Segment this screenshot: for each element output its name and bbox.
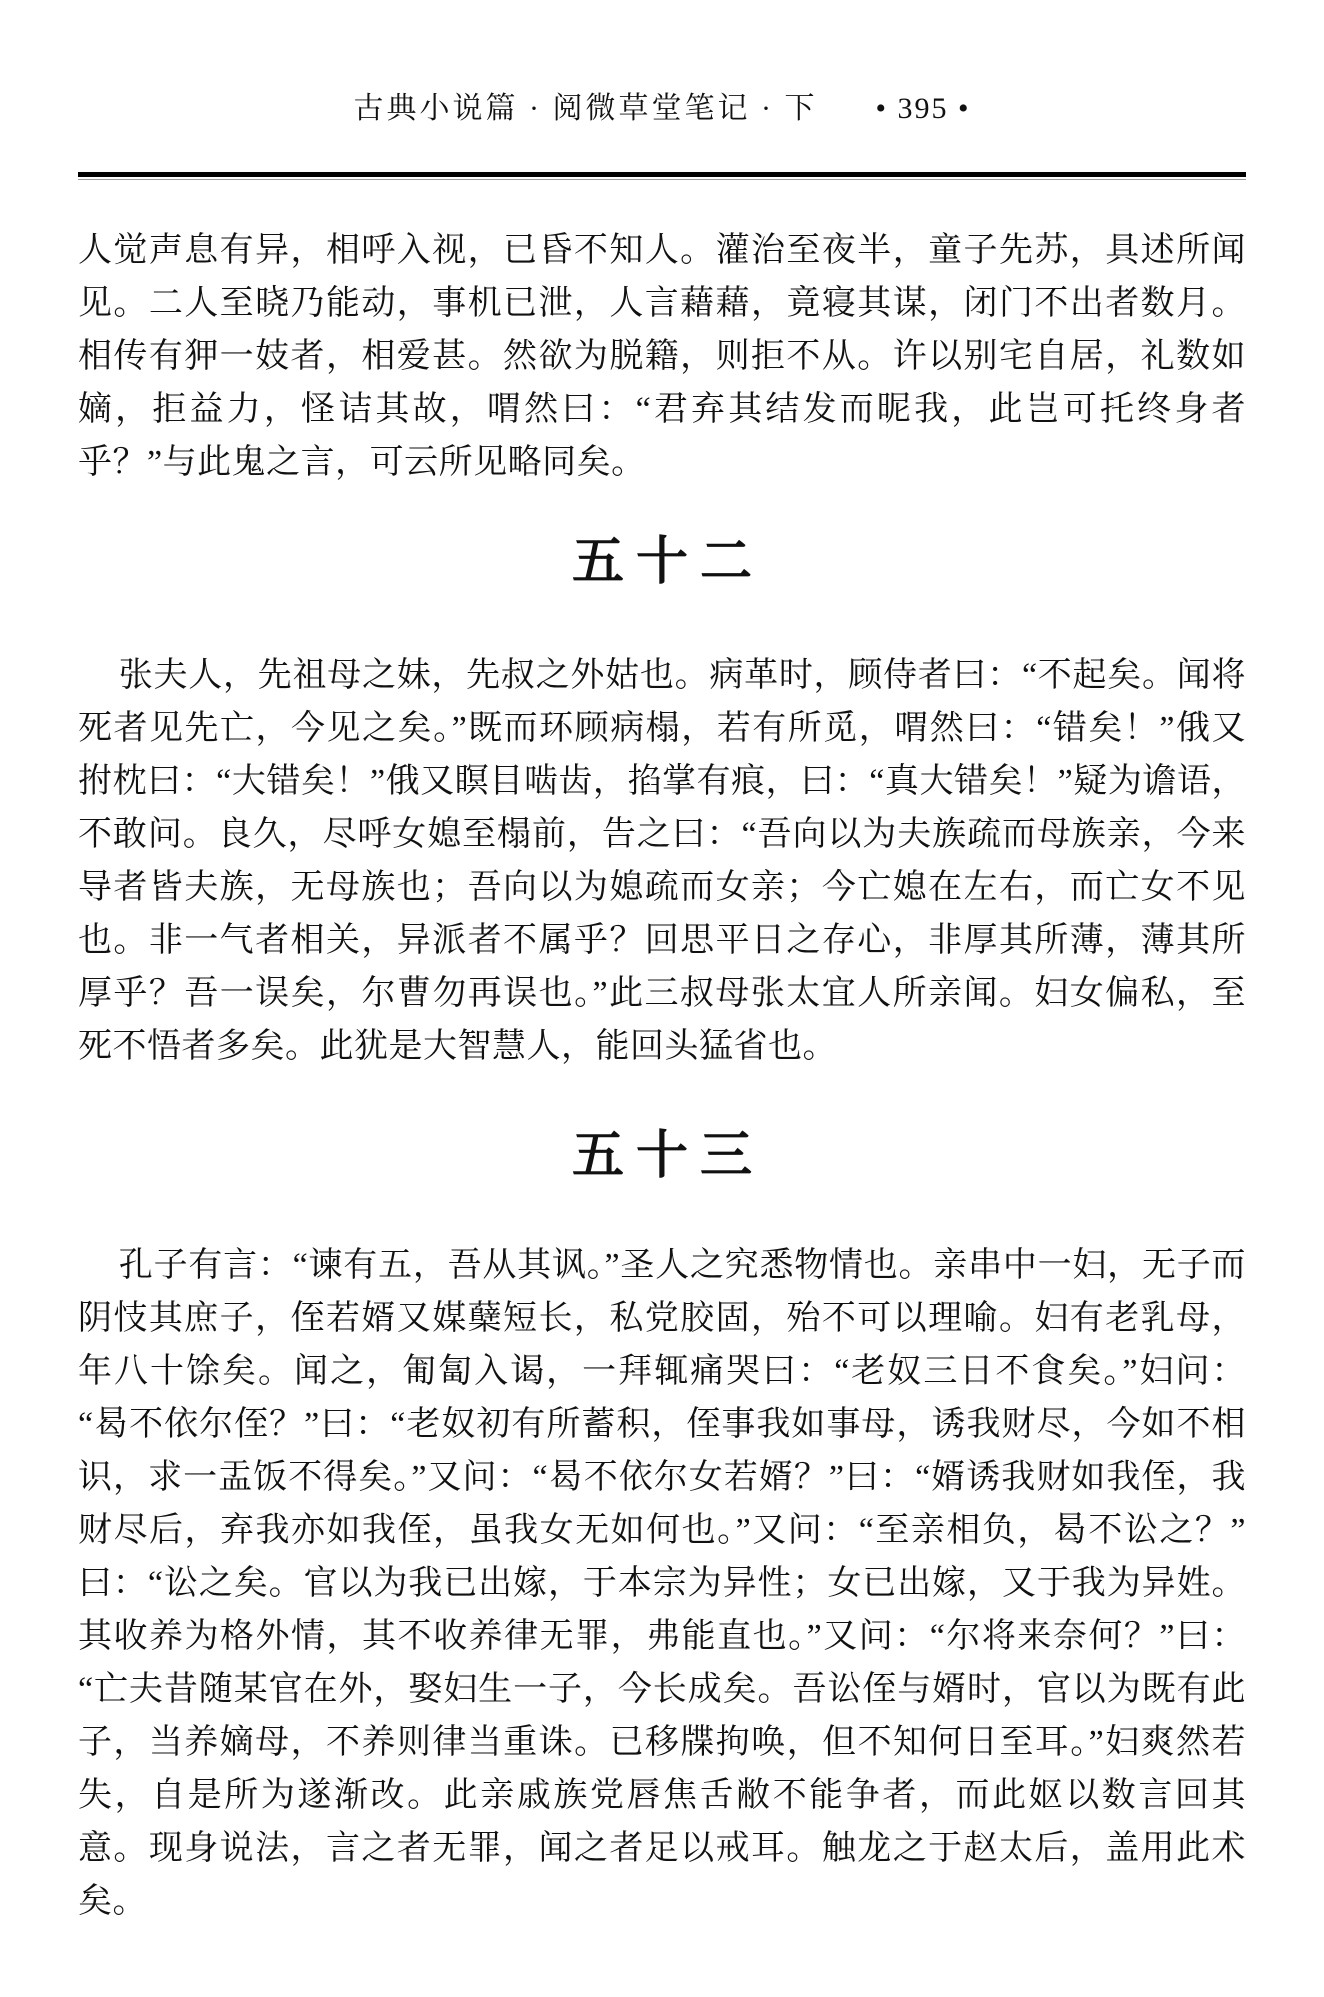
page-content (78, 224, 1246, 1928)
section-heading-53: 五十三 (571, 1128, 764, 1185)
section-53-paragraph: 孔子有言：“谏有五，吾从其讽。”圣人之究悉物情也。亲串中一妇，无子而阴忮其庶子，侄若婿又媒蘖短长，私党胶固，殆不可以理喻。妇有老乳母，年八十馀矣。闻之，匍匐入谒，一拜辄痛哭曰：“老奴三日不食矣。”妇问：“曷不依尔侄？”曰：“老奴初有所蓄积，侄事我如事母，诱我财尽，今如不相识，求一盂饭不得矣。”又问：“曷不依尔女若婿？”曰：“婿诱我财如我侄，我财尽后，弃我亦如我侄，虽我女无如何也。”又问：“至亲相负，曷不讼之？”曰：“讼之矣。官以为我已出嫁，于本宗为异性；女已出嫁，又于我为异姓。其收养为格外情，其不收养律无罪，弗能直也。”又问：“尔将来奈何？”曰：“亡夫昔随某官在外，娶妇生一子，今长成矣。吾讼侄与婿时，官以为既有此子，当养嫡母，不养则律当重诛。已移牒拘唤，但不知何日至耳。”妇爽然若失，自是所为遂渐改。此亲戚族党唇焦舌敝不能争者，而此妪以数言回其意。现身说法，言之者无罪，闻之者足以戒耳。触龙之于赵太后，盖用此术矣。 (78, 1247, 1246, 1920)
header-rule (78, 172, 1246, 180)
running-header (0, 92, 1324, 126)
page-number: • 395 • (875, 92, 971, 125)
header-rule-thin-line (78, 179, 1246, 180)
section-heading-52: 五十二 (571, 534, 764, 591)
running-title: 古典小说篇 · 阅微草堂笔记 · 下 (353, 92, 818, 125)
header-rule-thick-line (78, 172, 1246, 177)
section-52-paragraph: 张夫人，先祖母之妹，先叔之外姑也。病革时，顾侍者曰：“不起矣。闻将死者见先亡，今见之矣。”既而环顾病榻，若有所觅，喟然曰：“错矣！”俄又拊枕曰：“大错矣！”俄又瞑目啮齿，掐掌有痕，曰：“真大错矣！”疑为谵语，不敢问。良久，尽呼女媳至榻前，告之曰：“吾向以为夫族疏而母族亲，今来导者皆夫族，无母族也；吾向以为媳疏而女亲；今亡媳在左右，而亡女不见也。非一气者相关，异派者不属乎？回思平日之存心，非厚其所薄，薄其所厚乎？吾一误矣，尔曹勿再误也。”此三叔母张太宜人所亲闻。妇女偏私，至死不悟者多矣。此犹是大智慧人，能回头猛省也。 (78, 657, 1246, 1065)
paragraph-continuation: 人觉声息有异，相呼入视，已昏不知人。灌治至夜半，童子先苏，具述所闻见。二人至晓乃能动，事机已泄，人言藉藉，竟寝其谋，闭门不出者数月。相传有狎一妓者，相爱甚。然欲为脱籍，则拒不从。许以别宅自居，礼数如嫡，拒益力，怪诘其故，喟然曰：“君弃其结发而昵我，此岂可托终身者乎？”与此鬼之言，可云所见略同矣。 (78, 232, 1246, 481)
